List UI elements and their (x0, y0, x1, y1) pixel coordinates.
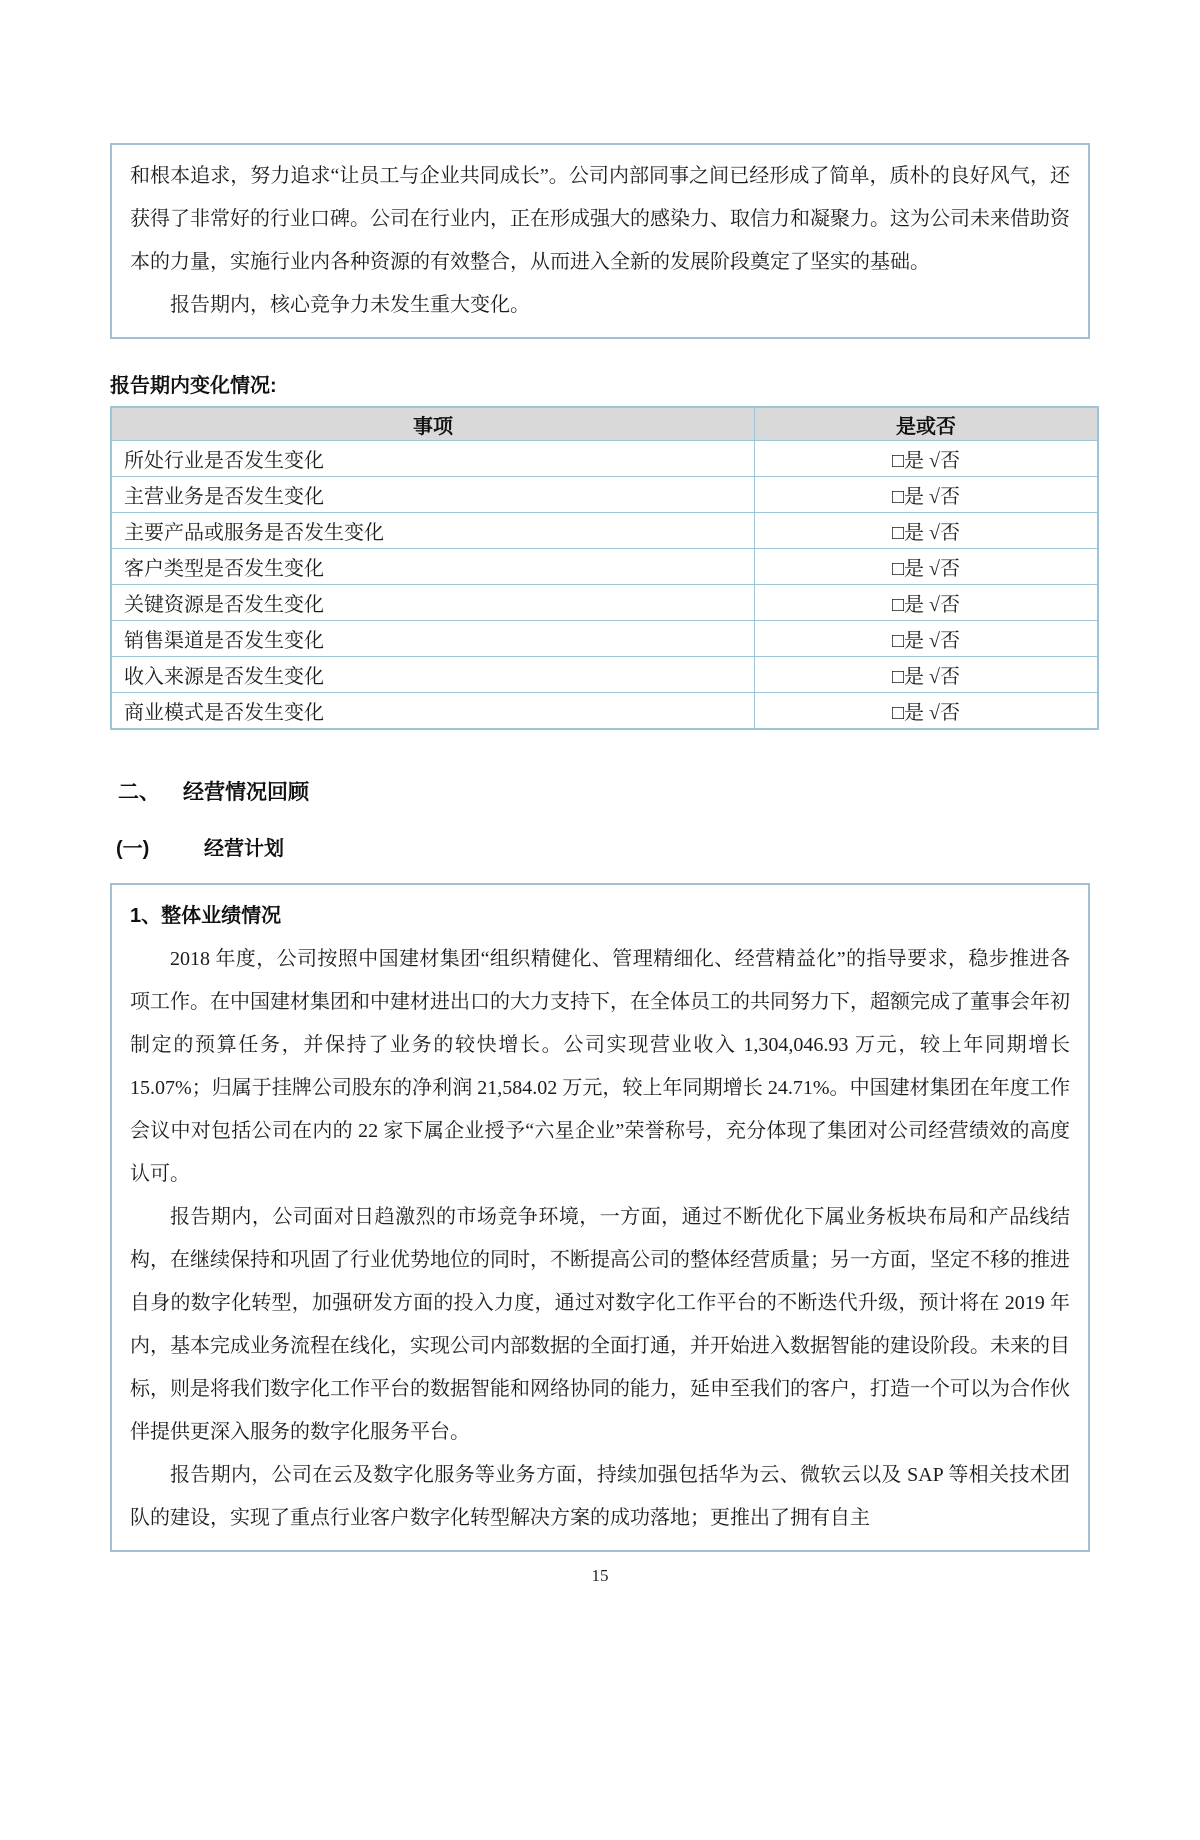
table-header-row (111, 407, 1098, 441)
section-heading-operations-review (118, 776, 1200, 806)
row-answer: □是 √否 (755, 621, 1099, 657)
row-item: 所处行业是否发生变化 (111, 441, 755, 477)
subsection-title: 经营计划 (204, 838, 284, 860)
page-number: 15 (591, 1566, 609, 1585)
row-answer: □是 √否 (755, 441, 1099, 477)
row-answer: □是 √否 (755, 549, 1099, 585)
performance-paragraph: 报告期内，公司面对日趋激烈的市场竞争环境，一方面，通过不断优化下属业务板块布局和产品线结构，在继续保持和巩固了行业优势地位的同时，不断提高公司的整体经营质量；另一方面，坚定不移的推进自身的数字化转型，加强研发方面的投入力度，通过对数字化工作平台的不断迭代升级，预计将在 2019 年内，基本完成业务流程在线化，实现公司内部数据的全面打通，并开始进入数据智能的建设阶段。未来的目标，则是将我们数字化工作平台的数据智能和网络协同的能力，延申至我们的客户，打造一个可以为合作伙伴提供更深入服务的数字化服务平台。 (130, 1206, 1070, 1443)
intro-paragraph: 报告期内，核心竞争力未发生重大变化。 (170, 294, 530, 316)
performance-paragraph: 2018 年度，公司按照中国建材集团“组织精健化、管理精细化、经营精益化”的指导要求，稳步推进各项工作。在中国建材集团和中建材进出口的大力支持下，在全体员工的共同努力下，超额完成了董事会年初制定的预算任务，并保持了业务的较快增长。公司实现营业收入 1,304,046.93 万元，较上年同期增长 15.07%；归属于挂牌公司股东的净利润 21,584.02 万元，较上年同期增长 24.71%。中国建材集团在年度工作会议中对包括公司在内的 22 家下属企业授予“六星企业”荣誉称号，充分体现了集团对公司经营绩效的高度认可。 (130, 948, 1070, 1185)
table-body (111, 441, 1098, 730)
changes-table-label: 报告期内变化情况: (110, 375, 277, 397)
row-item: 商业模式是否发生变化 (111, 693, 755, 730)
row-item: 销售渠道是否发生变化 (111, 621, 755, 657)
table-row (111, 621, 1098, 657)
performance-heading: 1、整体业绩情况 (130, 905, 282, 927)
table-row (111, 513, 1098, 549)
document-page (0, 143, 1200, 1840)
table-row (111, 693, 1098, 730)
performance-paragraph: 报告期内，公司在云及数字化服务等业务方面，持续加强包括华为云、微软云以及 SAP 等相关技术团队的建设，实现了重点行业客户数字化转型解决方案的成功落地；更推出了拥有自主 (130, 1464, 1070, 1529)
table-row (111, 657, 1098, 693)
col-header-item: 事项 (111, 407, 755, 441)
row-item: 主营业务是否发生变化 (111, 477, 755, 513)
subsection-number: (一) (116, 838, 150, 860)
core-competency-box (110, 143, 1090, 339)
row-answer: □是 √否 (755, 657, 1099, 693)
changes-table (110, 406, 1099, 730)
table-row (111, 477, 1098, 513)
row-answer: □是 √否 (755, 693, 1099, 730)
section-number: 二、 (118, 781, 160, 804)
row-answer: □是 √否 (755, 477, 1099, 513)
row-item: 收入来源是否发生变化 (111, 657, 755, 693)
intro-paragraph: 和根本追求，努力追求“让员工与企业共同成长”。公司内部同事之间已经形成了简单，质朴的良好风气，还获得了非常好的行业口碑。公司在行业内，正在形成强大的感染力、取信力和凝聚力。这为公司未来借助资本的力量，实施行业内各种资源的有效整合，从而进入全新的发展阶段奠定了坚实的基础。 (130, 165, 1070, 273)
subsection-heading-operating-plan (116, 832, 1200, 861)
table-row (111, 585, 1098, 621)
performance-box (110, 883, 1090, 1552)
table-row (111, 441, 1098, 477)
section-title: 经营情况回顾 (183, 781, 309, 804)
row-item: 客户类型是否发生变化 (111, 549, 755, 585)
row-answer: □是 √否 (755, 585, 1099, 621)
col-header-answer: 是或否 (755, 407, 1099, 441)
row-answer: □是 √否 (755, 513, 1099, 549)
table-header (111, 407, 1098, 441)
row-item: 关键资源是否发生变化 (111, 585, 755, 621)
table-row (111, 549, 1098, 585)
row-item: 主要产品或服务是否发生变化 (111, 513, 755, 549)
